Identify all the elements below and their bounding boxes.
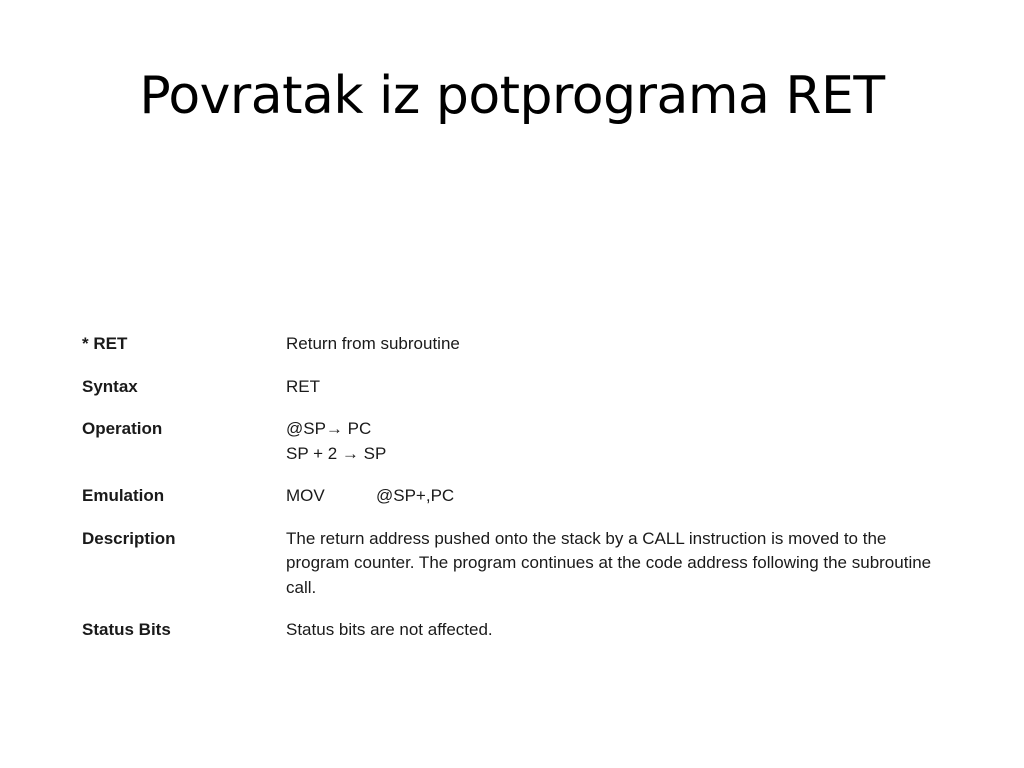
emulation-label: Emulation xyxy=(82,486,165,505)
spec-row-instruction xyxy=(82,332,942,357)
status-bits-value: Status bits are not affected. xyxy=(286,620,493,639)
syntax-value: RET xyxy=(286,376,320,396)
spec-row-emulation xyxy=(82,484,942,509)
emulation-value xyxy=(286,484,942,509)
slide-title: Povratak iz potprograma RET xyxy=(139,66,885,126)
spec-row-syntax xyxy=(82,375,942,400)
instruction-label: * RET xyxy=(82,334,128,353)
status-bits-label: Status Bits xyxy=(82,620,171,639)
operation-label: Operation xyxy=(82,419,163,438)
operation-value xyxy=(286,417,942,466)
emulation-mnemonic: MOV xyxy=(286,486,325,505)
spec-row-description xyxy=(82,527,942,601)
description-value: The return address pushed onto the stack by a CALL instruction is moved to the program counter. The program continues at the code address following the subroutine call. xyxy=(286,528,932,597)
description-label: Description xyxy=(82,528,176,548)
instruction-spec-table xyxy=(82,332,942,661)
operation-line: SP + 2 → SP xyxy=(286,443,387,463)
spec-row-operation xyxy=(82,417,942,466)
emulation-operands: @SP+,PC xyxy=(376,486,455,505)
operation-line: @SP→ PC xyxy=(286,419,372,438)
syntax-label: Syntax xyxy=(82,376,138,396)
spec-row-status-bits xyxy=(82,618,942,643)
instruction-value: Return from subroutine xyxy=(286,334,460,353)
